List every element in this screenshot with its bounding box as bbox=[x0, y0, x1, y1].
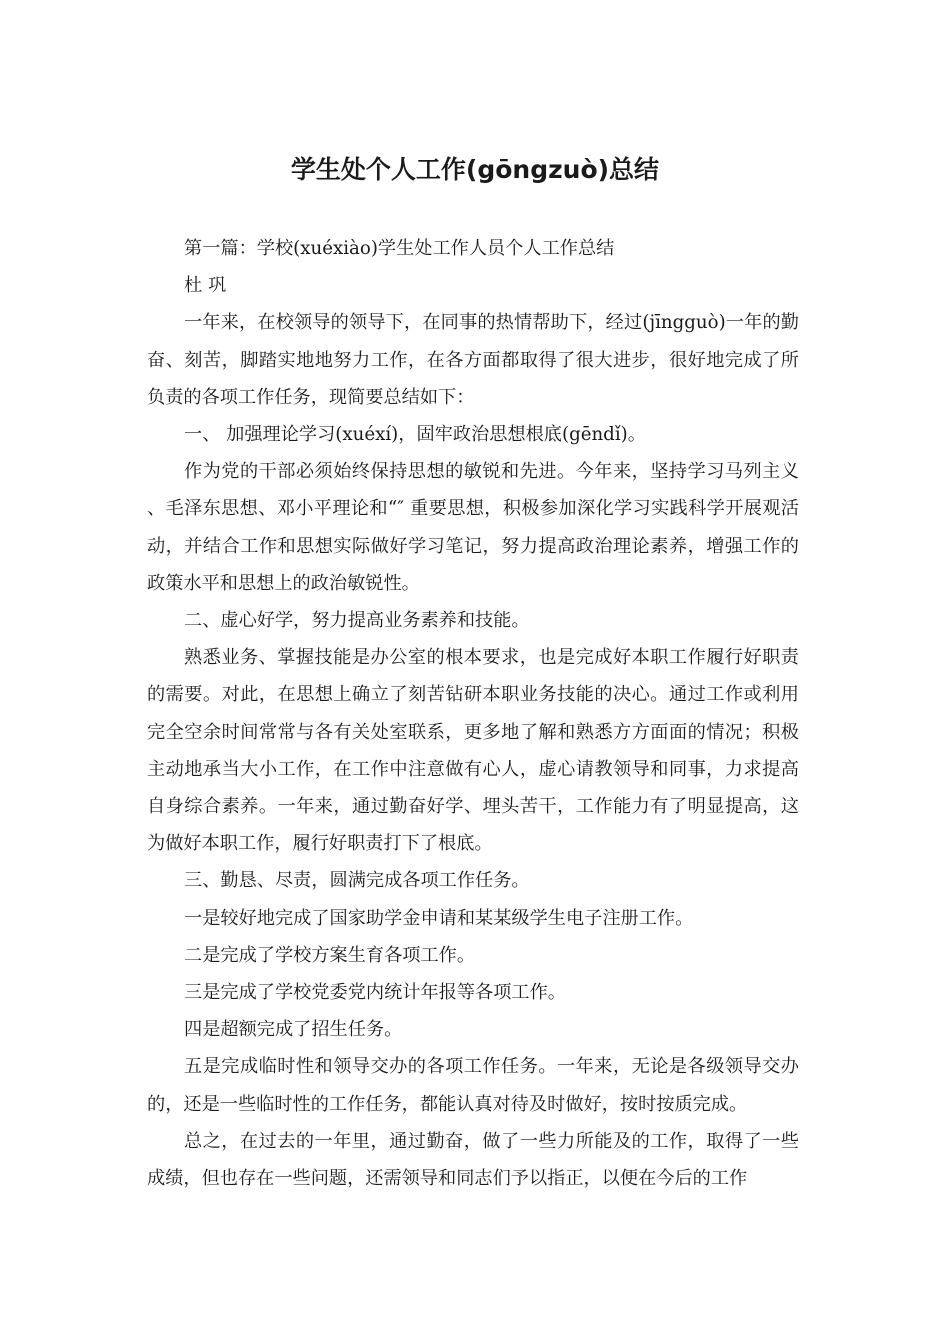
list-item-4: 四是超额完成了招生任务。 bbox=[184, 1019, 403, 1041]
list-item-2: 二是完成了学校方案生育各项工作。 bbox=[184, 944, 476, 966]
heading-two: 二、虚心好学，努力提高业务素养和技能。 bbox=[184, 610, 530, 632]
list-item-3: 三是完成了学校党委党内统计年报等各项工作。 bbox=[184, 982, 566, 1004]
body-paragraph-1: 作为党的干部必须始终保持思想的敏锐和先进。今年来，坚持学习马列主义、毛泽东思想、邓小平理论和“″ 重要思想，积极参加深化学习实践科学开展观活动，并结合工作和思想实际做好学习笔记，努力提高政治理论素养，增强工作的政策水平和思想上的政治敏锐性。 bbox=[147, 461, 799, 594]
author-name: 杜 巩 bbox=[184, 275, 227, 297]
section-heading-first-article: 第一篇：学校(xuéxiào)学生处工作人员个人工作总结 bbox=[184, 238, 615, 259]
document-body bbox=[147, 230, 799, 1197]
list-item-1: 一是较好地完成了国家助学金申请和某某级学生电子注册工作。 bbox=[184, 907, 694, 929]
list-item-5: 五是完成临时性和领导交办的各项工作任务。一年来，无论是各级领导交办的，还是一些临时性的工作任务，都能认真对待及时做好，按时按质完成。 bbox=[147, 1056, 799, 1115]
intro-paragraph: 一年来，在校领导的领导下，在同事的热情帮助下，经过(jīngguò)一年的勤奋、刻苦，脚踏实地地努力工作，在各方面都取得了很大进步，很好地完成了所负责的各项工作任务，现简要总结如下： bbox=[147, 312, 799, 408]
heading-one: 一、 加强理论学习(xuéxí)，固牢政治思想根底(gēndǐ)。 bbox=[184, 424, 646, 446]
document-title: 学生处个人工作(gōngzuò)总结 bbox=[290, 155, 660, 184]
body-paragraph-2: 熟悉业务、掌握技能是办公室的根本要求，也是完成好本职工作履行好职责的需要。对此，在思想上确立了刻苦钻研本职业务技能的决心。通过工作或利用完全空余时间常常与各有关处室联系，更多地了解和熟悉方方面面的情况；积极主动地承当大小工作，在工作中注意做有心人，虚心请教领导和同事，力求提高自身综合素养。一年来，通过勤奋好学、埋头苦干，工作能力有了明显提高，这为做好本职工作，履行好职责打下了根底。 bbox=[147, 647, 799, 855]
heading-three: 三、勤恳、尽责，圆满完成各项工作任务。 bbox=[184, 870, 530, 892]
summary-paragraph: 总之，在过去的一年里，通过勤奋，做了一些力所能及的工作，取得了一些成绩，但也存在一些问题，还需领导和同志们予以指正，以便在今后的工作 bbox=[147, 1130, 799, 1190]
